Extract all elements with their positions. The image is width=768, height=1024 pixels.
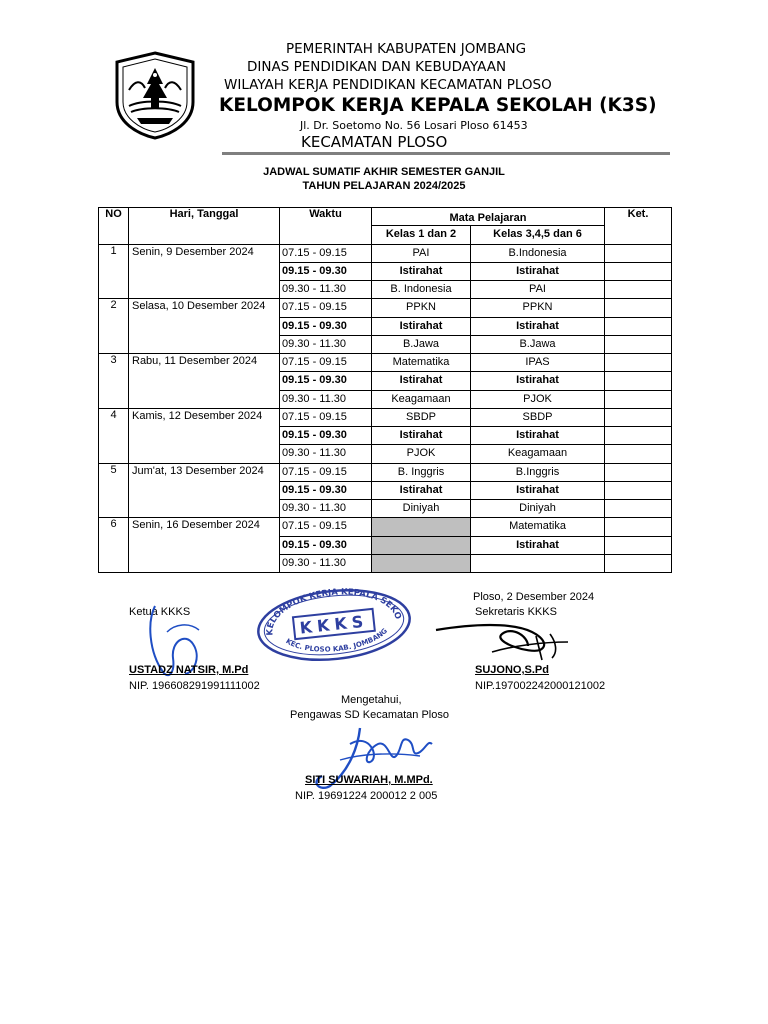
acknowledged-label: Mengetahui, — [341, 694, 402, 706]
row-notes — [605, 518, 672, 536]
letterhead-organization: KELOMPOK KERJA KEPALA SEKOLAH (K3S) — [219, 95, 657, 116]
table-row — [99, 354, 672, 372]
row-notes — [605, 335, 672, 353]
supervisor-nip: NIP. 19691224 200012 2 005 — [295, 790, 438, 802]
row-time: 09.15 - 09.30 — [280, 317, 372, 335]
row-subject-class-1-2: PPKN — [372, 299, 471, 317]
row-time: 09.30 - 11.30 — [280, 445, 372, 463]
row-subject-class-3-6: Istirahat — [471, 372, 605, 390]
secretary-nip: NIP.197002242000121002 — [475, 680, 606, 692]
table-row — [99, 518, 672, 536]
row-time: 09.15 - 09.30 — [280, 481, 372, 499]
row-day: Jum'at, 13 Desember 2024 — [129, 463, 280, 518]
row-subject-class-1-2: Keagamaan — [372, 390, 471, 408]
row-subject-class-1-2: PJOK — [372, 445, 471, 463]
table-row — [99, 408, 672, 426]
table-row — [99, 463, 672, 481]
header-subjects: Mata Pelajaran — [372, 208, 605, 226]
row-day: Kamis, 12 Desember 2024 — [129, 408, 280, 463]
letterhead-line-1: PEMERINTAH KABUPATEN JOMBANG — [286, 41, 527, 57]
row-notes — [605, 463, 672, 481]
row-subject-class-3-6: Istirahat — [471, 317, 605, 335]
row-subject-class-1-2: Istirahat — [372, 372, 471, 390]
row-subject-class-3-6: B.Indonesia — [471, 244, 605, 262]
header-day: Hari, Tanggal — [129, 208, 280, 245]
row-subject-class-3-6: IPAS — [471, 354, 605, 372]
row-time: 07.15 - 09.15 — [280, 244, 372, 262]
row-time: 07.15 - 09.15 — [280, 299, 372, 317]
row-day: Rabu, 11 Desember 2024 — [129, 354, 280, 409]
letterhead-district: KECAMATAN PLOSO — [301, 133, 448, 151]
row-subject-class-1-2-empty — [372, 536, 471, 554]
supervisor-role: Pengawas SD Kecamatan Ploso — [290, 709, 449, 721]
secretary-role: Sekretaris KKKS — [475, 606, 557, 618]
row-time: 09.15 - 09.30 — [280, 262, 372, 280]
row-notes — [605, 481, 672, 499]
row-notes — [605, 390, 672, 408]
supervisor-name: SITI SUWARIAH, M.MPd. — [305, 774, 433, 786]
row-subject-class-3-6: Istirahat — [471, 262, 605, 280]
row-notes — [605, 408, 672, 426]
row-subject-class-1-2-empty — [372, 554, 471, 572]
row-day: Selasa, 10 Desember 2024 — [129, 299, 280, 354]
row-subject-class-1-2: Istirahat — [372, 427, 471, 445]
document-title: JADWAL SUMATIF AKHIR SEMESTER GANJIL — [263, 166, 505, 178]
row-subject-class-3-6: PAI — [471, 281, 605, 299]
row-time: 07.15 - 09.15 — [280, 518, 372, 536]
row-time: 09.15 - 09.30 — [280, 427, 372, 445]
row-subject-class-3-6: Istirahat — [471, 427, 605, 445]
chairman-role: Ketua KKKS — [129, 606, 191, 618]
letterhead-address: Jl. Dr. Soetomo No. 56 Losari Ploso 61453 — [300, 119, 528, 132]
row-subject-class-3-6: PJOK — [471, 390, 605, 408]
row-subject-class-1-2: B.Jawa — [372, 335, 471, 353]
stamp-bottom-text: KEC. PLOSO KAB. JOMBANG — [284, 626, 389, 654]
header-class-3-6: Kelas 3,4,5 dan 6 — [471, 226, 605, 244]
row-subject-class-3-6: SBDP — [471, 408, 605, 426]
row-time: 09.15 - 09.30 — [280, 372, 372, 390]
row-time: 09.30 - 11.30 — [280, 281, 372, 299]
row-subject-class-3-6: Istirahat — [471, 481, 605, 499]
row-subject-class-1-2: Istirahat — [372, 262, 471, 280]
row-subject-class-3-6: Istirahat — [471, 536, 605, 554]
row-notes — [605, 536, 672, 554]
row-subject-class-1-2: Diniyah — [372, 500, 471, 518]
row-number: 2 — [99, 299, 129, 354]
table-row — [99, 244, 672, 262]
row-time: 09.30 - 11.30 — [280, 390, 372, 408]
row-subject-class-3-6 — [471, 554, 605, 572]
row-time: 07.15 - 09.15 — [280, 463, 372, 481]
row-time: 09.15 - 09.30 — [280, 536, 372, 554]
row-notes — [605, 427, 672, 445]
row-subject-class-1-2: Istirahat — [372, 317, 471, 335]
row-notes — [605, 281, 672, 299]
row-notes — [605, 554, 672, 572]
row-subject-class-3-6: PPKN — [471, 299, 605, 317]
row-subject-class-1-2: Istirahat — [372, 481, 471, 499]
letterhead-line-2: DINAS PENDIDIKAN DAN KEBUDAYAAN — [247, 59, 507, 75]
chairman-nip: NIP. 196608291991111002 — [129, 680, 260, 692]
jombang-crest-logo — [107, 50, 203, 140]
row-subject-class-3-6: B.Inggris — [471, 463, 605, 481]
kkks-official-stamp — [254, 585, 414, 663]
row-notes — [605, 372, 672, 390]
row-number: 6 — [99, 518, 129, 573]
row-notes — [605, 262, 672, 280]
row-number: 1 — [99, 244, 129, 299]
row-subject-class-1-2: Matematika — [372, 354, 471, 372]
row-time: 09.30 - 11.30 — [280, 554, 372, 572]
header-no: NO — [99, 208, 129, 245]
row-number: 4 — [99, 408, 129, 463]
letterhead-divider — [222, 152, 670, 155]
row-subject-class-3-6: Keagamaan — [471, 445, 605, 463]
row-subject-class-1-2: PAI — [372, 244, 471, 262]
table-row — [99, 299, 672, 317]
row-time: 07.15 - 09.15 — [280, 354, 372, 372]
row-subject-class-1-2: B. Inggris — [372, 463, 471, 481]
row-day: Senin, 16 Desember 2024 — [129, 518, 280, 573]
document-subtitle: TAHUN PELAJARAN 2024/2025 — [302, 180, 466, 192]
row-notes — [605, 500, 672, 518]
stamp-center-text: KKKS — [298, 611, 370, 638]
row-subject-class-1-2: B. Indonesia — [372, 281, 471, 299]
row-subject-class-3-6: Matematika — [471, 518, 605, 536]
row-subject-class-3-6: B.Jawa — [471, 335, 605, 353]
header-class-1-2: Kelas 1 dan 2 — [372, 226, 471, 244]
secretary-name: SUJONO,S.Pd — [475, 664, 549, 676]
row-subject-class-3-6: Diniyah — [471, 500, 605, 518]
chairman-name: USTADZ NATSIR, M.Pd — [129, 664, 249, 676]
header-notes: Ket. — [605, 208, 672, 245]
row-time: 09.30 - 11.30 — [280, 500, 372, 518]
place-date: Ploso, 2 Desember 2024 — [473, 591, 595, 603]
row-notes — [605, 299, 672, 317]
header-row — [99, 208, 672, 226]
secretary-signature — [432, 612, 572, 672]
row-notes — [605, 445, 672, 463]
row-number: 5 — [99, 463, 129, 518]
row-subject-class-1-2-empty — [372, 518, 471, 536]
stamp-outer-text: KELOMPOK KERJA KEPALA SEKOLAH — [265, 587, 403, 636]
exam-schedule-table — [98, 207, 672, 573]
row-day: Senin, 9 Desember 2024 — [129, 244, 280, 299]
row-time: 07.15 - 09.15 — [280, 408, 372, 426]
header-time: Waktu — [280, 208, 372, 245]
row-number: 3 — [99, 354, 129, 409]
letterhead-line-3: WILAYAH KERJA PENDIDIKAN KECAMATAN PLOSO — [224, 77, 552, 93]
row-subject-class-1-2: SBDP — [372, 408, 471, 426]
row-notes — [605, 244, 672, 262]
row-notes — [605, 317, 672, 335]
row-time: 09.30 - 11.30 — [280, 335, 372, 353]
row-notes — [605, 354, 672, 372]
